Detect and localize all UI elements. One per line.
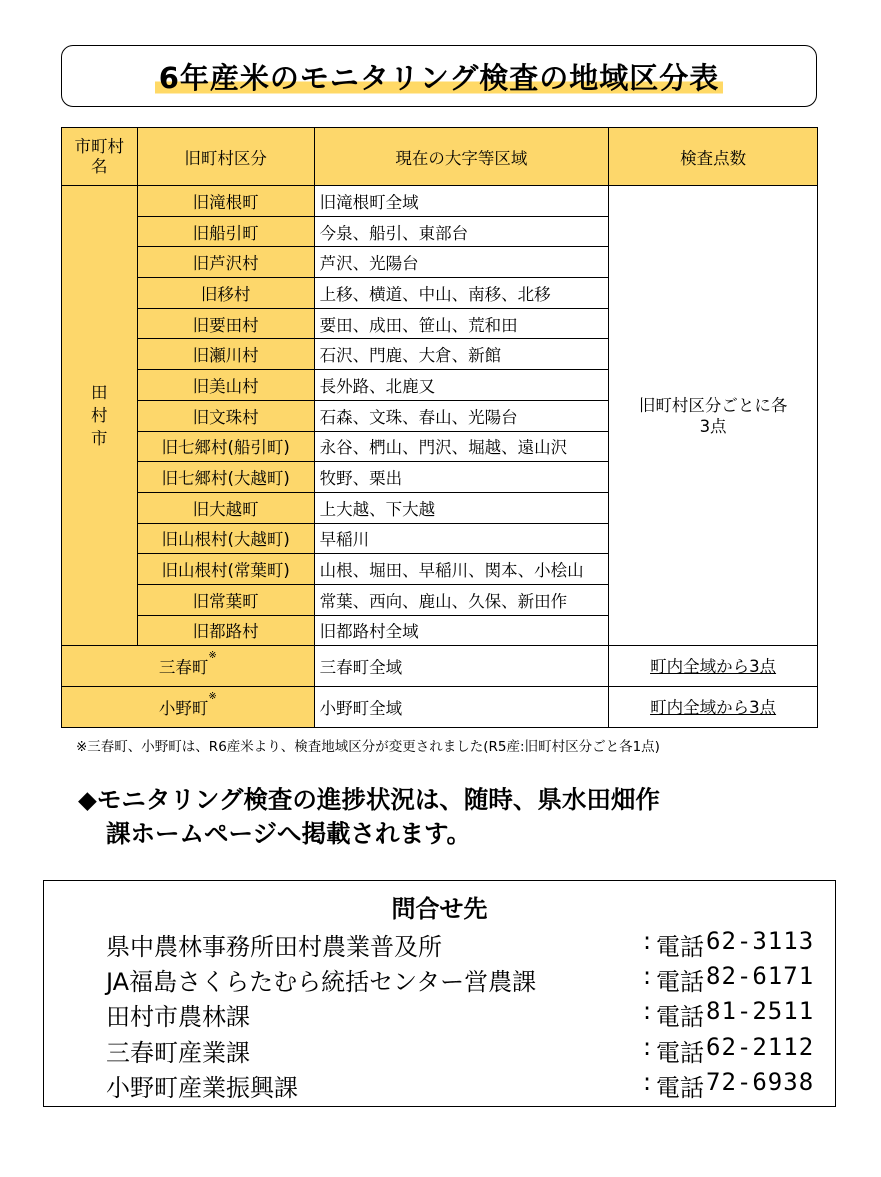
contact-row: [106, 962, 815, 997]
area-cell: 石森、文珠、春山、光陽台: [314, 400, 609, 431]
area-cell: 長外路、北鹿又: [314, 370, 609, 401]
area-cell: 今泉、船引、東部台: [314, 216, 609, 247]
page-title: 6年産米のモニタリング検査の地域区分表: [155, 56, 724, 97]
city-cell: [62, 186, 138, 646]
town-rows: [62, 646, 818, 728]
phone-number: 62-2112: [706, 1033, 815, 1061]
city-name: 田村市: [91, 383, 108, 449]
table-note: ※三春町、小野町は、R6産米より、検査地域区分が変更されました(R5産:旧町村区分ごと各1点): [76, 739, 660, 755]
header-city: [62, 128, 138, 186]
phone-number: 82-6171: [706, 962, 815, 990]
old-town-cell: 旧滝根町: [137, 186, 314, 217]
old-town-cell: 旧七郷村(大越町): [137, 462, 314, 493]
town-area-cell: 三春町全域: [314, 646, 609, 687]
old-town-cell: 旧山根村(大越町): [137, 523, 314, 554]
old-town-cell: 旧瀬川村: [137, 339, 314, 370]
contact-box: [43, 880, 836, 1107]
contact-name: 三春町産業課: [106, 1039, 250, 1067]
old-town-cell: 旧美山村: [137, 370, 314, 401]
area-cell: 山根、堀田、早稲川、関本、小桧山: [314, 554, 609, 585]
table-row: [62, 186, 818, 217]
old-town-cell: 旧大越町: [137, 492, 314, 523]
town-name: 小野町: [158, 699, 209, 719]
header-city-label: 市町村名: [74, 136, 125, 176]
contact-colon: :: [643, 1033, 652, 1061]
contact-colon: :: [643, 962, 652, 990]
title-box: [61, 45, 817, 107]
town-row: [62, 687, 818, 728]
area-cell: 芦沢、光陽台: [314, 247, 609, 278]
old-town-cell: 旧七郷村(船引町): [137, 431, 314, 462]
phone-label: 電話: [656, 1074, 704, 1102]
contact-row: [106, 927, 815, 962]
contact-name: 田村市農林課: [106, 1003, 250, 1031]
area-cell: 永谷、椚山、門沢、堀越、遠山沢: [314, 431, 609, 462]
town-count-cell: [609, 646, 818, 687]
phone-label: 電話: [656, 968, 704, 996]
contact-row: [106, 1068, 815, 1103]
area-cell: 要田、成田、笹山、荒和田: [314, 308, 609, 339]
table-header-row: [62, 128, 818, 186]
town-name: 三春町: [158, 658, 209, 678]
contact-name: JA福島さくらたむら統括センター営農課: [106, 968, 537, 996]
phone-number: 62-3113: [706, 927, 815, 955]
region-table: [61, 127, 818, 728]
phone-number: 81-2511: [706, 997, 815, 1025]
phone-number: 72-6938: [706, 1068, 815, 1096]
area-cell: 上移、横道、中山、南移、北移: [314, 278, 609, 309]
header-area: 現在の大字等区域: [314, 128, 609, 186]
contact-colon: :: [643, 997, 652, 1025]
tamura-rows: [62, 186, 818, 646]
area-cell: 石沢、門鹿、大倉、新館: [314, 339, 609, 370]
old-town-cell: 旧常葉町: [137, 584, 314, 615]
town-count-text: 町内全域から3点: [650, 697, 777, 717]
area-cell: 常葉、西向、鹿山、久保、新田作: [314, 584, 609, 615]
area-cell: 旧都路村全域: [314, 615, 609, 646]
contact-row: [106, 1033, 815, 1068]
town-name-cell: [62, 687, 315, 728]
old-town-cell: 旧要田村: [137, 308, 314, 339]
town-count-text: 町内全域から3点: [650, 656, 777, 676]
town-name-cell: [62, 646, 315, 687]
header-count: 検査点数: [609, 128, 818, 186]
area-cell: 牧野、栗出: [314, 462, 609, 493]
progress-line-1: ◆モニタリング検査の進捗状況は、随時、県水田畑作: [78, 785, 660, 814]
old-town-cell: 旧移村: [137, 278, 314, 309]
old-town-cell: 旧山根村(常葉町): [137, 554, 314, 585]
area-cell: 上大越、下大越: [314, 492, 609, 523]
old-town-cell: 旧都路村: [137, 615, 314, 646]
town-row: [62, 646, 818, 687]
count-text: 旧町村区分ごとに各3点: [638, 395, 788, 436]
town-note-mark: ※: [208, 650, 217, 662]
contact-name: 小野町産業振興課: [106, 1074, 298, 1102]
contact-title: 問合せ先: [391, 895, 488, 923]
phone-label: 電話: [656, 933, 704, 961]
phone-label: 電話: [656, 1003, 704, 1031]
town-area-cell: 小野町全域: [314, 687, 609, 728]
old-town-cell: 旧芦沢村: [137, 247, 314, 278]
old-town-cell: 旧文珠村: [137, 400, 314, 431]
contact-name: 県中農林事務所田村農業普及所: [106, 933, 442, 961]
count-cell: [609, 186, 818, 646]
old-town-cell: 旧船引町: [137, 216, 314, 247]
progress-notice: [78, 783, 818, 851]
contact-colon: :: [643, 927, 652, 955]
contact-row: [106, 997, 815, 1032]
town-count-cell: [609, 687, 818, 728]
progress-line-2: 課ホームページへ掲載されます。: [106, 819, 472, 848]
header-old-town: 旧町村区分: [137, 128, 314, 186]
town-note-mark: ※: [208, 691, 217, 703]
area-cell: 早稲川: [314, 523, 609, 554]
contact-colon: :: [643, 1068, 652, 1096]
area-cell: 旧滝根町全域: [314, 186, 609, 217]
phone-label: 電話: [656, 1039, 704, 1067]
